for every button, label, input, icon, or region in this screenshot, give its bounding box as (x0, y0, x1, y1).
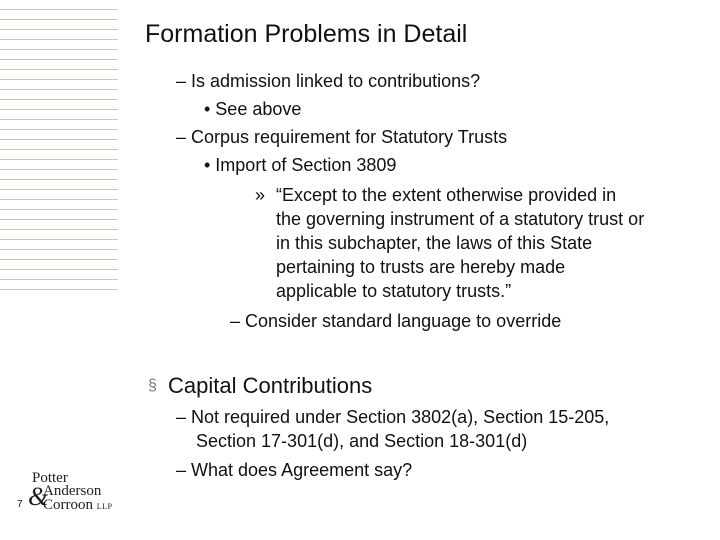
bullet-not-required-line-2: Section 17-301(d), and Section 18-301(d) (196, 431, 528, 451)
section-marker-icon: § (148, 377, 157, 394)
slide-title: Formation Problems in Detail (145, 20, 468, 48)
bullet-standard-language: – Consider standard language to override (230, 311, 562, 331)
logo-word-3 (43, 497, 112, 514)
decorative-ruled-lines (0, 0, 118, 292)
bullet-corpus-requirement: – Corpus requirement for Statutory Trusts (176, 127, 508, 147)
bullet-agreement: – What does Agreement say? (176, 460, 413, 480)
heading-capital-contributions: Capital Contributions (168, 373, 373, 398)
bullet-not-required-line-1: – Not required under Section 3802(a), Section 15-205, (176, 407, 610, 427)
bullet-admission-contributions: – Is admission linked to contributions? (176, 71, 481, 91)
logo-ampersand: & (28, 482, 49, 511)
quote-marker: » (255, 185, 266, 205)
bullet-see-above: • See above (204, 99, 302, 119)
logo-word-3-text: Corroon (43, 497, 93, 513)
logo-word-2: Anderson (43, 483, 102, 499)
quote-line-1: “Except to the extent otherwise provided in (276, 185, 617, 205)
quote-line-5: applicable to statutory trusts.” (276, 281, 512, 301)
quote-line-3: in this subchapter, the laws of this State (276, 233, 593, 253)
logo-suffix: LLP (96, 502, 113, 511)
quote-line-2: the governing instrument of a statutory trust or (276, 209, 645, 229)
bullet-import-section: • Import of Section 3809 (204, 155, 397, 175)
logo-word-1: Potter (32, 470, 68, 486)
quote-line-4: pertaining to trusts are hereby made (276, 257, 566, 277)
page-number: 7 (17, 499, 23, 510)
firm-logo (28, 470, 120, 514)
